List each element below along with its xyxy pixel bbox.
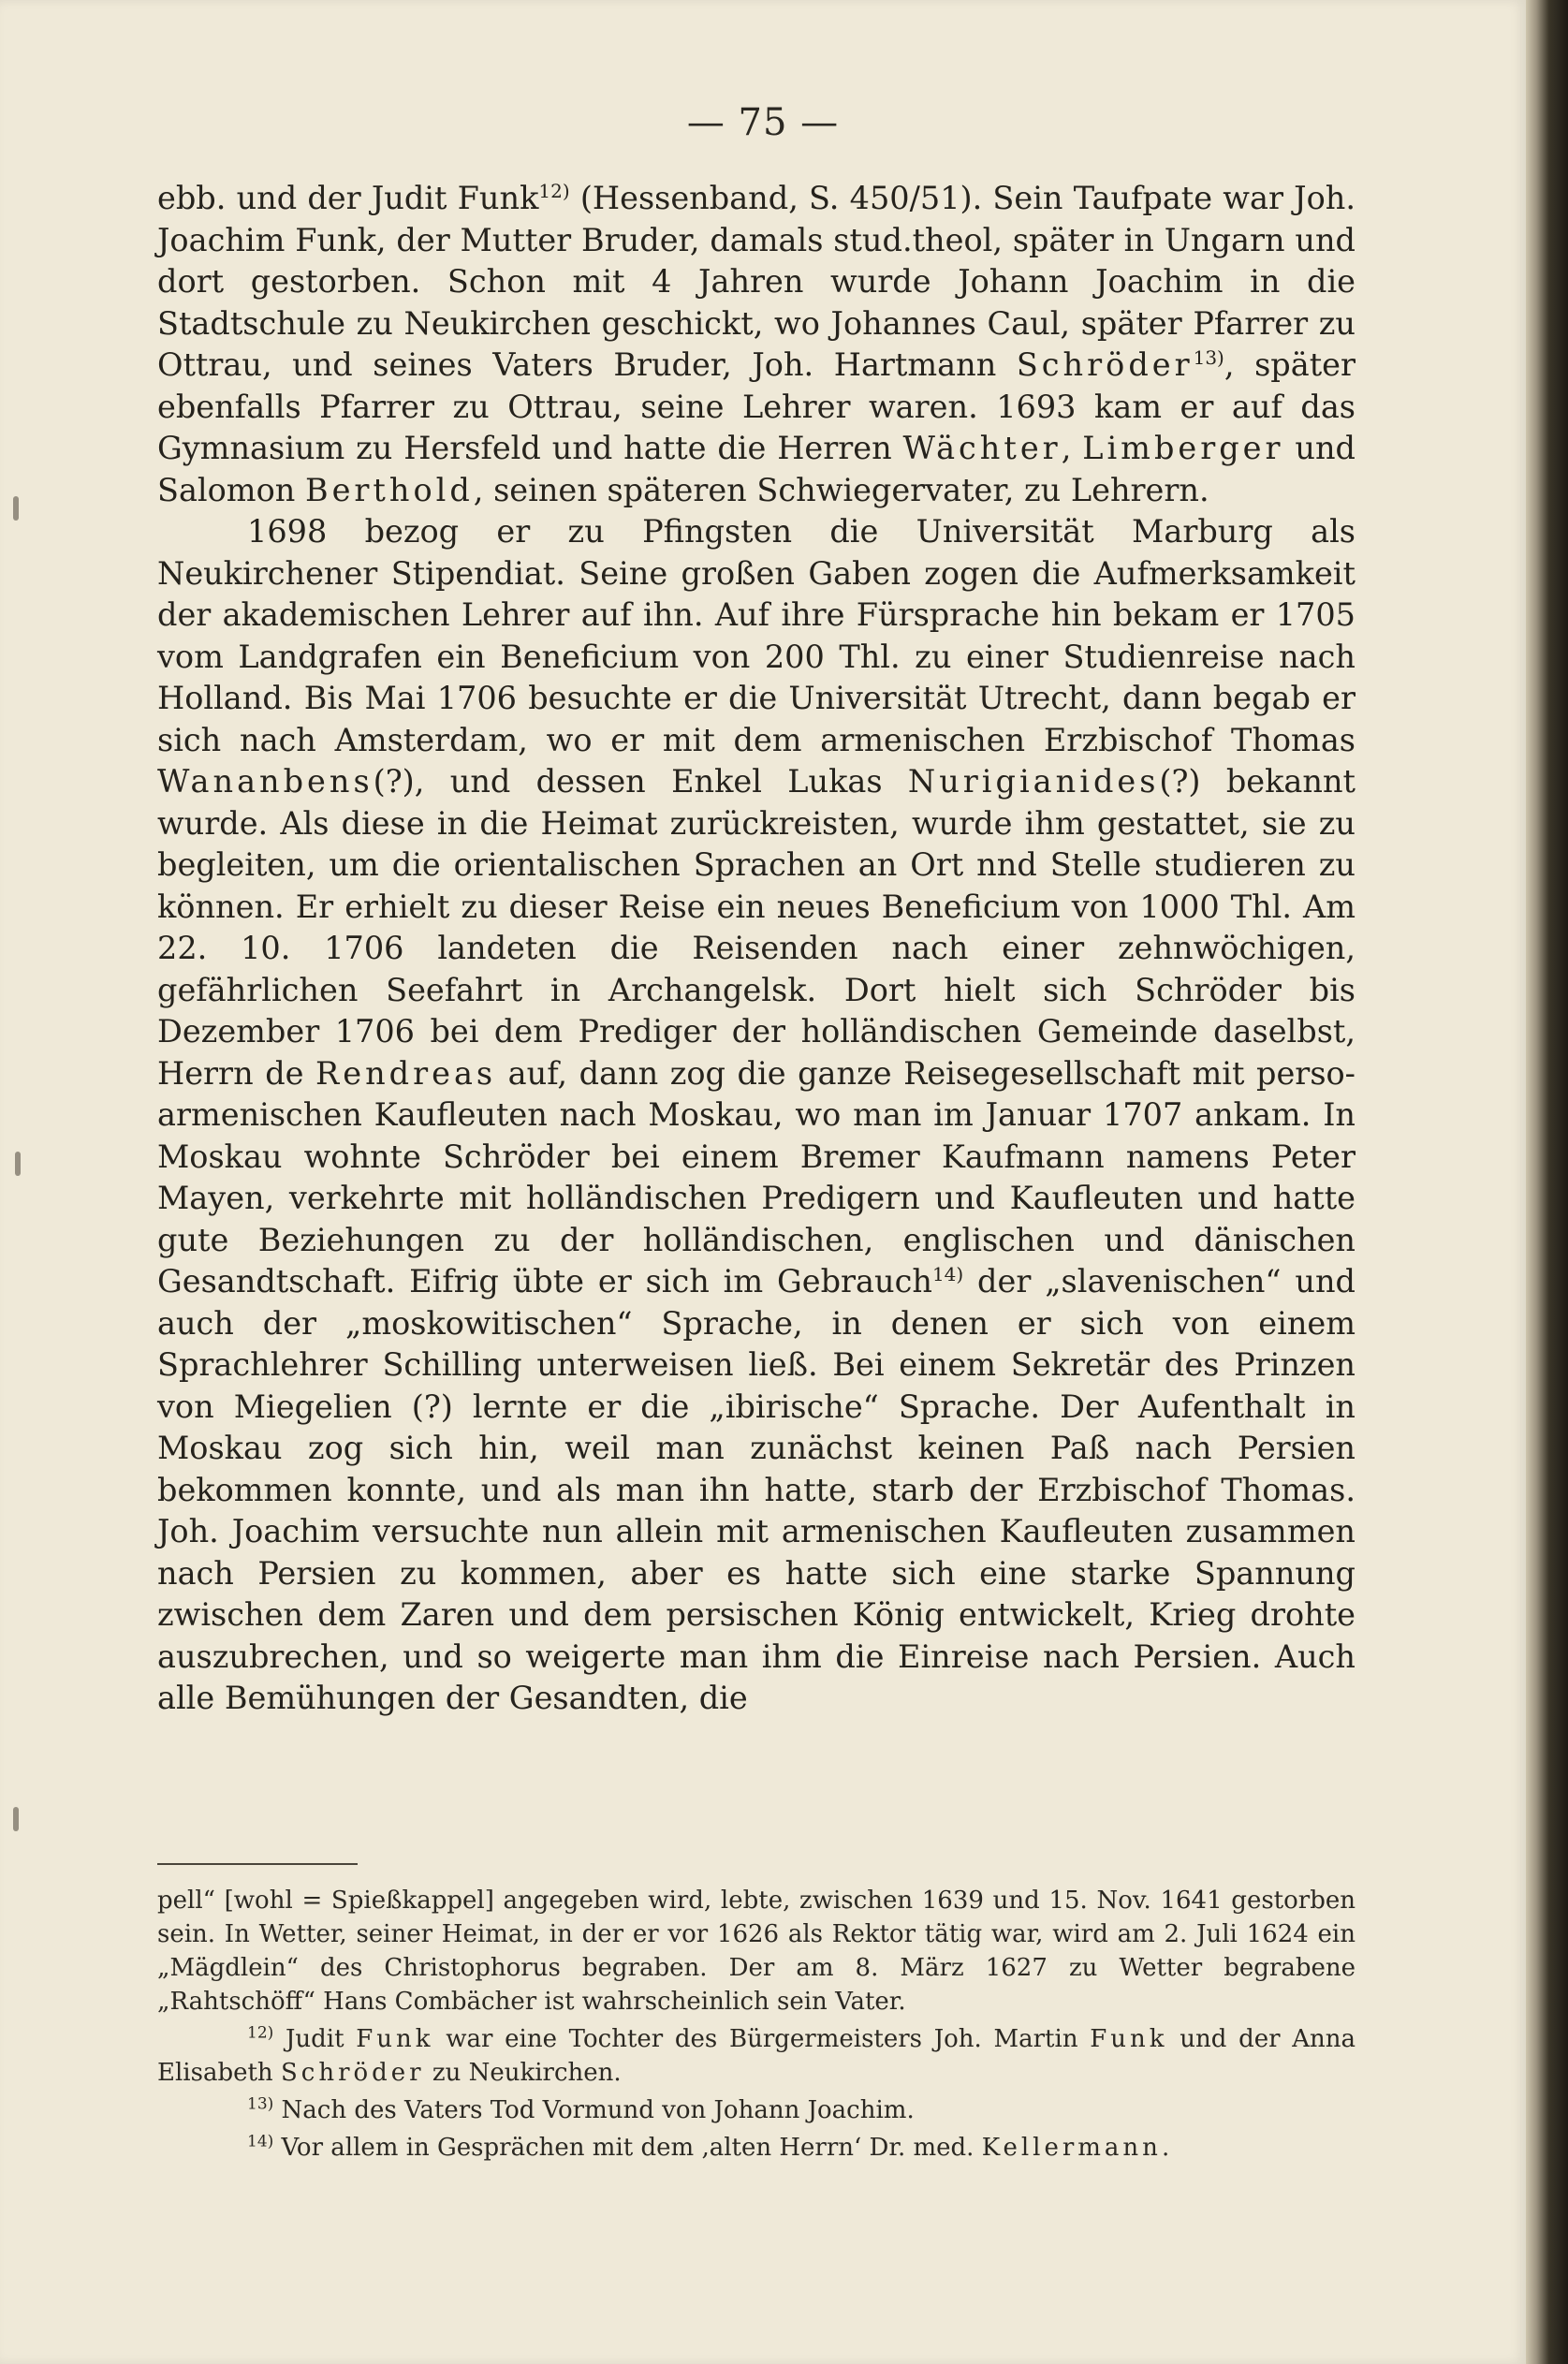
margin-mark (15, 1152, 21, 1176)
text-run: und Salomon (157, 430, 1356, 508)
text-run: (?), und dessen Enkel Lukas (373, 763, 908, 800)
footnote-continuation: pell“ [wohl = Spießkappel] angegeben wird, lebte, zwischen 1639 und 15. Nov. 1641 gestorben sein. In Wetter, seiner Heimat, in der er vor 1626 als Rektor tätig war, wird am 2. Juli 1624 ein „Mägdlein“ des Christophorus begraben. Der am 8. März 1627 zu Wetter begrabene „Rahtschöff“ Hans Combächer ist wahrscheinlich sein Vater. (157, 1887, 1356, 2016)
text-run: , später ebenfalls Pfarrer zu Ottrau, seine Lehrer waren. 1693 kam er auf das Gymnasium zu Hersfeld und hatte die Herren (157, 346, 1356, 466)
text-run: zu Neukirchen. (424, 2059, 622, 2087)
text-run: (?) bekannt wurde. Als diese in die Heimat zurückreisten, wurde ihm gestattet, sie zu begleiten, um die orientalischen Sprachen an Ort nnd Stelle studieren zu können. Er erhielt zu dieser Reise ein neues Beneficium von 1000 Thl. Am 22. 10. 1706 landeten die Reisenden nach einer zehnwöchigen, gefährlichen Seefahrt in Archangelsk. Dort hielt sich Schröder bis Dezember 1706 bei dem Prediger der holländischen Gemeinde daselbst, Herrn de (157, 763, 1356, 1092)
person-name: Funk (1090, 2025, 1168, 2053)
footnotes (157, 1884, 1356, 2168)
person-name: Nurigianides (907, 763, 1160, 800)
text-run: auf, dann zog die ganze Reisegesellschaft mit perso-armenischen Kaufleuten nach Moskau, wo man im Januar 1707 ankam. In Moskau wohnte Schröder bei einem Bremer Kaufmann namens Peter Mayen, verkehrte mit holländischen Predigern und Kaufleuten und hatte gute Beziehungen zu der holländischen, englischen und dänischen Gesandtschaft. Eifrig übte er sich im Gebrauch (157, 1054, 1356, 1299)
person-name: Funk (356, 2025, 434, 2053)
person-name: Rendreas (315, 1054, 497, 1092)
main-text (157, 178, 1356, 1720)
text-run: , seinen späteren Schwiegervater, zu Lehrern. (473, 471, 1209, 508)
person-name: Wächter (902, 430, 1062, 466)
paragraph-2 (157, 511, 1356, 1720)
paragraph-1 (157, 178, 1356, 511)
person-name: Limberger (1082, 430, 1284, 466)
text-run: war eine Tochter des Bürgermeisters Joh. Martin (433, 2025, 1091, 2053)
person-name: Wananbens (157, 763, 374, 800)
text-run: ebb. und der Judit Funk (157, 180, 539, 216)
person-name: Schröder (280, 2059, 425, 2087)
footnote-mark-12: 12) (247, 2023, 274, 2043)
footnote-mark-13: 13) (247, 2094, 274, 2114)
text-run: der „slavenischen“ und auch der „moskowitischen“ Sprache, in denen er sich von einem Sprachlehrer Schilling unterweisen ließ. Bei einem Sekretär des Prinzen von Miegelien (?) lernte er die „ibirische“ Sprache. Der Aufenthalt in Moskau zog sich hin, weil man zunächst keinen Paß nach Persien bekommen konnte, und als man ihn hatte, starb der Erzbischof Thomas. Joh. Joachim versuchte nun allein mit armenischen Kaufleuten zusammen nach Persien zu kommen, aber es hatte sich eine starke Spannung zwischen dem Zaren und dem persischen König entwickelt, Krieg drohte auszubrechen, und so weigerte man ihm die Einreise nach Persien. Auch alle Bemühungen der Gesandten, die (157, 1263, 1356, 1716)
page-number: — 75 — (686, 101, 840, 144)
text-run: (Hessenband, S. 450/51). Sein Taufpate war Joh. Joachim Funk, der Mutter Bruder, damals stud.theol, später in Ungarn und dort gestorben. Schon mit 4 Jahren wurde Johann Joachim in die Stadtschule zu Neukirchen geschickt, wo Johannes Caul, später Pfarrer zu Ottrau, und seines Vaters Bruder, Joh. Hartmann (157, 180, 1356, 383)
person-name: Kellermann (981, 2134, 1162, 2162)
text-run: 1698 bezog er zu Pfingsten die Universität Marburg als Neukirchener Stipendiat. Seine großen Gaben zogen die Aufmerksamkeit der akademischen Lehrer auf ihn. Auf ihre Fürsprache hin bekam er 1705 vom Landgrafen ein Beneficium von 200 Thl. zu einer Studienreise nach Holland. Bis Mai 1706 besuchte er die Universität Utrecht, dann begab er sich nach Amsterdam, wo er mit dem armenischen Erzbischof Thomas (157, 513, 1356, 758)
person-name: Berthold (304, 471, 474, 508)
text-run: und der Anna Elisabeth (157, 2025, 1356, 2087)
footnote-12 (157, 2022, 1356, 2090)
margin-mark (13, 496, 19, 521)
footnote-ref-14[interactable]: 14) (931, 1262, 964, 1285)
footnote-mark-14: 14) (247, 2132, 274, 2151)
text-run: Nach des Vaters Tod Vormund von Johann Joachim. (273, 2096, 915, 2124)
footnote-13 (157, 2093, 1356, 2127)
text-run: Judit (273, 2025, 357, 2053)
text-run: , (1061, 430, 1083, 466)
footnote-ref-13[interactable]: 13) (1193, 345, 1224, 369)
footnote-14 (157, 2131, 1356, 2165)
book-spine (1526, 0, 1568, 2364)
footnote-ref-12[interactable]: 12) (538, 179, 570, 202)
text-run: . (1161, 2134, 1170, 2162)
margin-mark (13, 1807, 19, 1831)
text-run: Vor allem in Gesprächen mit dem ‚alten Herrn‘ Dr. med. (273, 2134, 982, 2162)
person-name: Schröder (1016, 346, 1194, 383)
footnote-divider (157, 1863, 358, 1865)
